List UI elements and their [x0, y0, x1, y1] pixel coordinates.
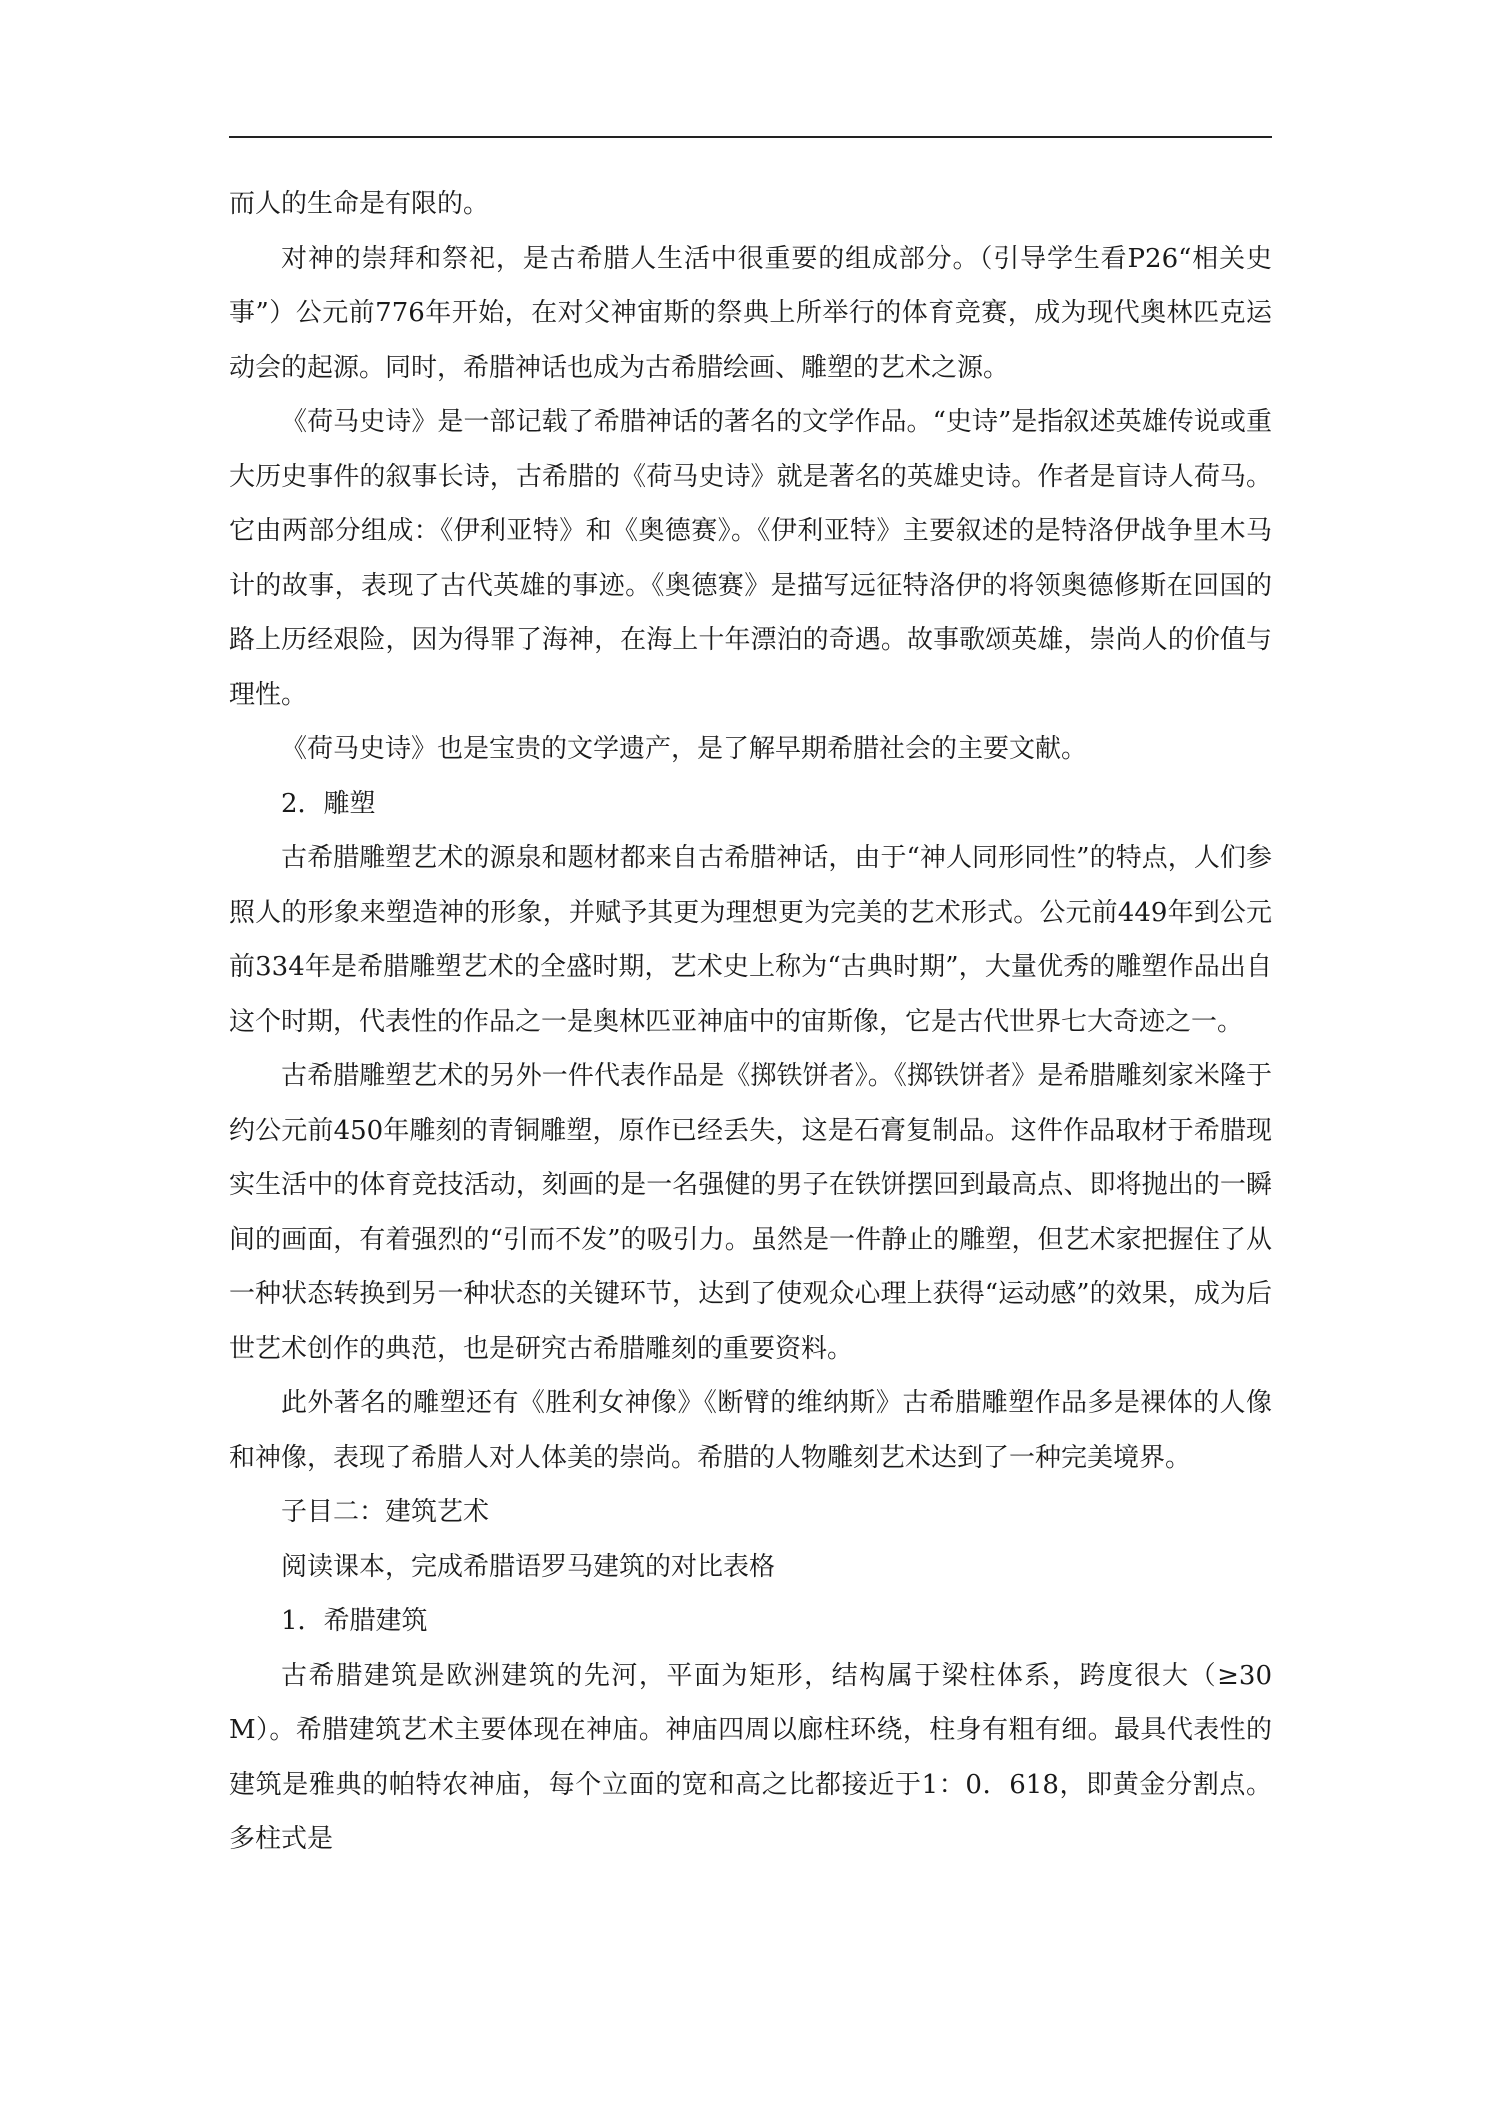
paragraph: 古希腊雕塑艺术的源泉和题材都来自古希腊神话，由于“神人同形同性”的特点，人们参照人的形象来塑造神的形象，并赋予其更为理想更为完美的艺术形式。公元前449年到公元前334年是希腊雕塑艺术的全盛时期，艺术史上称为“古典时期”，大量优秀的雕塑作品出自这个时期，代表性的作品之一是奥林匹亚神庙中的宙斯像，它是古代世界七大奇迹之一。 [229, 843, 1272, 1037]
paragraph: 此外著名的雕塑还有《胜利女神像》《断臂的维纳斯》古希腊雕塑作品多是裸体的人像和神像，表现了希腊人对人体美的崇尚。希腊的人物雕刻艺术达到了一种完美境界。 [229, 1388, 1272, 1473]
paragraph: 阅读课本，完成希腊语罗马建筑的对比表格 [281, 1551, 776, 1582]
section-heading: 1．希腊建筑 [281, 1606, 428, 1636]
section-heading: 子目二：建筑艺术 [281, 1497, 490, 1527]
paragraph: 古希腊雕塑艺术的另外一件代表作品是《掷铁饼者》。《掷铁饼者》是希腊雕刻家米隆于约公元前450年雕刻的青铜雕塑，原作已经丢失，这是石膏复制品。这件作品取材于希腊现实生活中的体育竞技活动，刻画的是一名强健的男子在铁饼摆回到最高点、即将抛出的一瞬间的画面，有着强烈的“引而不发”的吸引力。虽然是一件静止的雕塑，但艺术家把握住了从一种状态转换到另一种状态的关键环节，达到了使观众心理上获得“运动感”的效果，成为后世艺术创作的典范，也是研究古希腊雕刻的重要资料。 [229, 1061, 1272, 1364]
paragraph: 而人的生命是有限的。 [229, 189, 490, 219]
paragraph: 对神的崇拜和祭祀，是古希腊人生活中很重要的组成部分。（引导学生看P26“相关史事”）公元前776年开始，在对父神宙斯的祭典上所举行的体育竞赛，成为现代奥林匹克运动会的起源。同时，希腊神话也成为古希腊绘画、雕塑的艺术之源。 [229, 243, 1272, 383]
document-body [229, 177, 1272, 1867]
section-heading: 2．雕塑 [281, 788, 376, 819]
header-rule [229, 136, 1272, 138]
paragraph: 古希腊建筑是欧洲建筑的先河，平面为矩形，结构属于梁柱体系，跨度很大（≥30M）。希腊建筑艺术主要体现在神庙。神庙四周以廊柱环绕，柱身有粗有细。最具代表性的建筑是雅典的帕特农神庙，每个立面的宽和高之比都接近于1：0．618，即黄金分割点。多柱式是 [229, 1660, 1272, 1854]
paragraph: 《荷马史诗》是一部记载了希腊神话的著名的文学作品。“史诗”是指叙述英雄传说或重大历史事件的叙事长诗，古希腊的《荷马史诗》就是著名的英雄史诗。作者是盲诗人荷马。它由两部分组成：《伊利亚特》和《奥德赛》。《伊利亚特》主要叙述的是特洛伊战争里木马计的故事，表现了古代英雄的事迹。《奥德赛》是描写远征特洛伊的将领奥德修斯在回国的路上历经艰险，因为得罪了海神，在海上十年漂泊的奇遇。故事歌颂英雄，崇尚人的价值与理性。 [229, 407, 1272, 710]
paragraph: 《荷马史诗》也是宝贵的文学遗产，是了解早期希腊社会的主要文献。 [281, 734, 1088, 764]
